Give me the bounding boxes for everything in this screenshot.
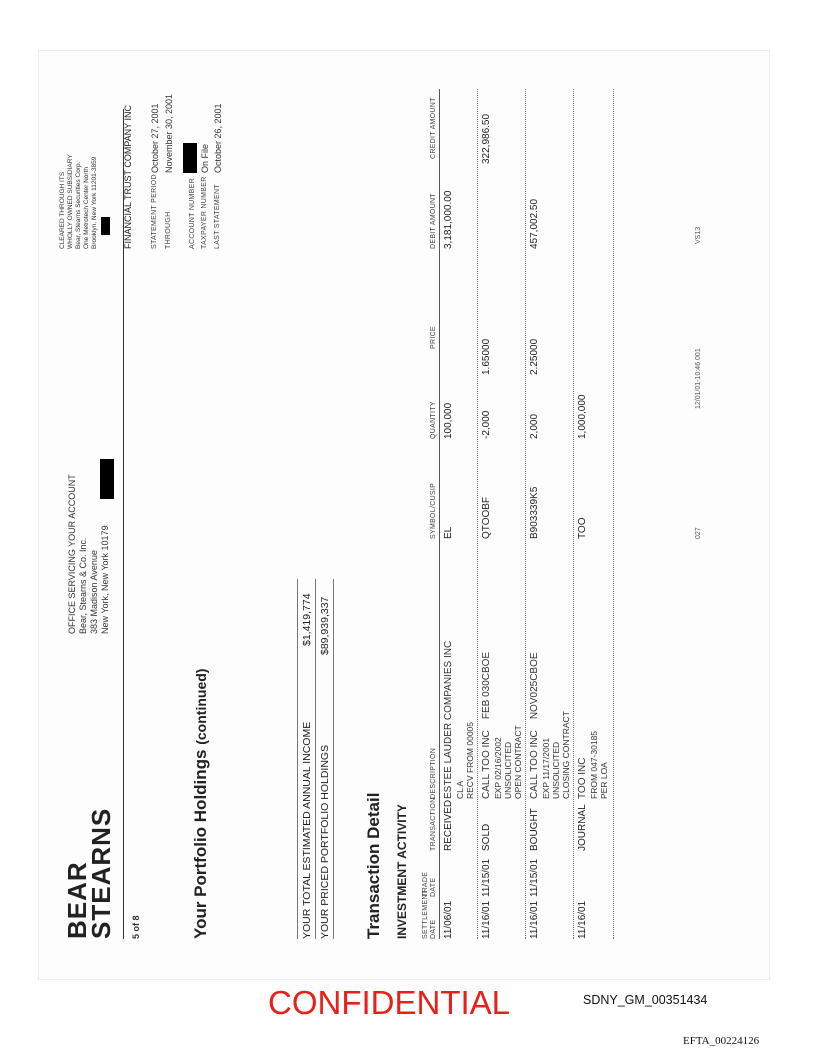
row-divider [525, 89, 526, 939]
cell-trade-date: 11/15/01 [529, 858, 540, 897]
description-line-1: ESTEE LAUDER COMPANIES INC [443, 640, 454, 799]
transaction-title: Transaction Detail [364, 792, 383, 939]
cell-credit: 322,986.50 [481, 113, 492, 164]
portfolio-title [191, 669, 211, 939]
cell-symbol: EL [443, 526, 454, 539]
description-line-3: UNSOLICITED [551, 741, 561, 799]
header-trade-2: DATE [430, 877, 437, 897]
clearing-block [59, 154, 99, 249]
cell-transaction: SOLD [481, 823, 492, 851]
bear-stearns-logo [62, 807, 116, 939]
income-value: $1,419,774 [301, 593, 313, 646]
office-line-1: Bear, Stearns & Co. Inc. [78, 537, 88, 634]
logo-line-1: BEAR [62, 861, 92, 939]
header-transaction: TRANSACTION [430, 797, 437, 851]
redaction-bar [100, 459, 114, 499]
header-settlement-2: DATE [430, 919, 437, 939]
cell-trade-date: 11/15/01 [481, 858, 492, 897]
last-statement-label: LAST STATEMENT [214, 184, 221, 249]
cell-settle-date: 11/06/01 [443, 900, 454, 939]
taxpayer-number-label: TAXPAYER NUMBER [201, 176, 208, 249]
header-quantity: QUANTITY [430, 401, 437, 439]
row-divider [477, 89, 478, 939]
priced-value: $89,939,337 [319, 596, 331, 655]
income-label: YOUR TOTAL ESTIMATED ANNUAL INCOME [301, 721, 313, 939]
cell-settle-date: 11/16/01 [529, 900, 540, 939]
cell-debit: 457,002.50 [529, 198, 540, 249]
clearing-line-2: WHOLLY OWNED SUBSIDIARY [67, 154, 74, 249]
description-line-1: CALL TOO INC FEB 030CBOE [481, 651, 492, 799]
statement-page [38, 50, 770, 980]
office-line-3: New York, New York 10179 [100, 525, 110, 634]
header-settlement [422, 890, 438, 939]
cell-quantity: -2,000 [481, 410, 492, 439]
clearing-line-4: One Metrotech Center North [83, 166, 90, 249]
header-trade [422, 872, 438, 897]
portfolio-title-text: Your Portfolio Holdings [191, 749, 210, 939]
statement-period-label: STATEMENT PERIOD [151, 174, 158, 249]
priced-rule [315, 579, 316, 939]
description-line-3: RECV FROM 00005 [465, 722, 475, 799]
description-line-1: TOO INC [577, 757, 588, 799]
footer-code-1: 027 [695, 527, 702, 539]
description-line-3: PER LOA [599, 762, 609, 799]
through-label: THROUGH [165, 211, 172, 249]
header-settlement-1: SETTLEMENT [422, 889, 429, 939]
rotated-statement [39, 51, 769, 979]
description-line-2: CL A [455, 780, 465, 799]
last-statement-value: October 26, 2001 [213, 103, 223, 173]
cell-price: 1.65000 [481, 338, 492, 375]
description-line-3: UNSOLICITED [503, 741, 513, 799]
cell-settle-date: 11/16/01 [481, 900, 492, 939]
cell-transaction: JOURNAL [577, 804, 588, 851]
header-symbol: SYMBOL/CUSIP [430, 482, 437, 539]
cell-description [443, 641, 475, 799]
clearing-line-5: Brooklyn, New York 11201-3859 [91, 156, 98, 249]
cell-quantity: 2,000 [529, 413, 540, 439]
bates-number: SDNY_GM_00351434 [583, 993, 708, 1007]
statement-period-value: October 27, 2001 [150, 103, 160, 173]
header-debit: DEBIT AMOUNT [430, 193, 437, 249]
header-price: PRICE [430, 326, 437, 349]
description-line-2: EXP 11/17/2001 [541, 737, 551, 799]
table-header-rule [439, 89, 440, 939]
description-line-2: FROM 047-30185 [589, 730, 599, 799]
cell-symbol: TOO [577, 517, 588, 539]
income-rule [297, 579, 298, 939]
cell-quantity: 100,000 [443, 402, 454, 439]
header-description: DESCRIPTION [430, 747, 437, 799]
account-number-label: ACCOUNT NUMBER [189, 178, 196, 249]
office-heading: OFFICE SERVICING YOUR ACCOUNT [67, 474, 77, 634]
cell-symbol: QTOOBF [481, 496, 492, 539]
header-trade-1: TRADE [422, 871, 429, 897]
confidential-stamp: CONFIDENTIAL [268, 984, 511, 1021]
description-line-2: EXP 02/16/2002 [493, 737, 503, 799]
cell-description [481, 652, 523, 799]
portfolio-title-suffix: (continued) [193, 668, 209, 745]
row-divider [573, 89, 574, 939]
cell-transaction: RECEIVED [443, 799, 454, 851]
priced-label: YOUR PRICED PORTFOLIO HOLDINGS [319, 744, 331, 939]
description-line-4: OPEN CONTRACT [513, 725, 523, 799]
cell-settle-date: 11/16/01 [577, 900, 588, 939]
logo-line-2: STEARNS [86, 807, 116, 939]
page-indicator: 5 of 8 [131, 915, 141, 939]
taxpayer-number-value: On File [200, 143, 210, 173]
description-line-1: CALL TOO INC NOV025CBOE [529, 652, 540, 799]
cell-price: 2.25000 [529, 338, 540, 375]
description-line-4: CLOSING CONTRACT [561, 711, 571, 799]
cell-description [529, 652, 571, 799]
header-credit: CREDIT AMOUNT [430, 97, 437, 159]
cell-symbol: B903339K5 [529, 486, 540, 539]
cell-quantity: 1,000,000 [577, 394, 588, 439]
redaction-bar [183, 143, 197, 173]
cell-description [577, 731, 609, 799]
through-value: November 30, 2001 [164, 93, 174, 173]
footer-code-3: VS13 [695, 226, 702, 244]
redaction-bar [101, 217, 110, 235]
cell-transaction: BOUGHT [529, 808, 540, 851]
row-divider [613, 89, 614, 939]
client-name: FINANCIAL TRUST COMPANY INC [123, 104, 133, 249]
office-line-2: 383 Madison Avenue [89, 550, 99, 634]
efta-number: EFTA_00224126 [683, 1035, 760, 1047]
priced-bottom-rule [333, 579, 334, 939]
footer-code-2: 12/01/01-10:46 001 [695, 348, 702, 409]
clearing-line-3: Bear, Stearns Securities Corp. [75, 161, 82, 249]
cell-debit: 3,181,000.00 [443, 190, 454, 249]
clearing-line-1: CLEARED THROUGH ITS [59, 171, 66, 249]
transaction-subtitle: INVESTMENT ACTIVITY [395, 804, 409, 939]
